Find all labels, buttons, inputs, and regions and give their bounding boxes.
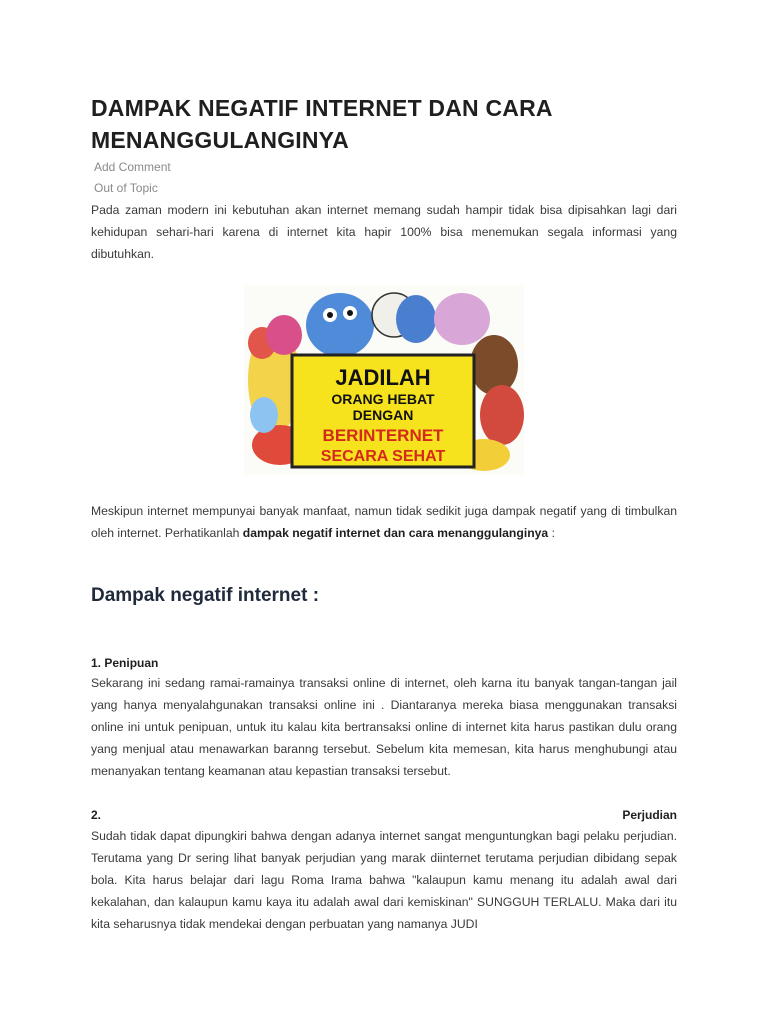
banner-line-5: SECARA SEHAT [320,448,446,465]
item-2-text: Sudah tidak dapat dipungkiri bahwa dengan adanya internet sangat menguntungkan bagi pelaku perjudian. Terutama yang Dr sering lihat banyak perjudian yang marak diinternet terutama perjudian dibidang sepak bola. Kita harus belajar dari lagu Roma Irama bahwa "kalaupun kamu menang itu adalah awal dari kekalahan, dan kalaupun kamu kaya itu adalah awal dari kemiskinan" SUNGGUH TERLALU. Maka dari itu kita seharusnya tidak mendekai dengan perbuatan yang namanya JUDI [91,829,677,931]
lead-text: Meskipun internet mempunyai banyak manfaat, namun tidak sedikit juga dampak negatif yang di timbulkan oleh internet. Perhatikanlah [91,504,677,540]
intro-paragraph: Pada zaman modern ini kebutuhan akan internet memang sudah hampir tidak bisa dipisahkan lagi dari kehidupan sehari-hari karena di internet kita hapir 100% bisa menemukan segala informasi yang dibutuhkan. [91,203,677,261]
banner-illustration [244,285,524,475]
cartoon-character-pink [434,293,490,345]
item-1-heading [91,656,158,670]
add-comment-link[interactable]: Add Comment [94,160,171,174]
lead-paragraph [91,500,677,544]
banner-line-4: BERINTERNET [322,426,444,445]
banner-line-2: ORANG HEBAT [331,391,435,407]
item-2-title: Perjudian [622,808,677,822]
lead-bold-link: dampak negatif internet dan cara menanggulanginya [242,526,549,540]
banner-image [244,285,524,475]
article-title: DAMPAK NEGATIF INTERNET DAN CARA MENANGGULANGINYA [91,95,552,153]
banner-line-1: JADILAH [335,365,431,390]
item-1-text: Sekarang ini sedang ramai-ramainya transaksi online di internet, oleh karna itu banyak tangan-tangan jail yang hanya menyalahgunakan transaksi online ini . Diantaranya mereka biasa menggunakan transaksi online ini untuk penipuan, untuk itu kalau kita bertransaksi online di internet kita harus pastikan dulu orang yang menjual atau menawarkan baranng tersebut. Sebelum kita memesan, kita harus menghubungi atau menanyakan tentang keamanan atau kepastian transaksi tersebut. [91,676,677,778]
section-heading: Dampak negatif internet : [91,585,320,606]
banner-line-3: DENGAN [352,407,414,423]
cartoon-character-blue [306,293,374,357]
item-2-heading [91,808,677,822]
lead-end: : [548,526,555,540]
item-2-number: 2. [91,808,102,822]
category-link[interactable]: Out of Topic [94,181,158,195]
item-1-title: Penipuan [104,656,159,670]
item-1-number: 1. [91,656,102,670]
